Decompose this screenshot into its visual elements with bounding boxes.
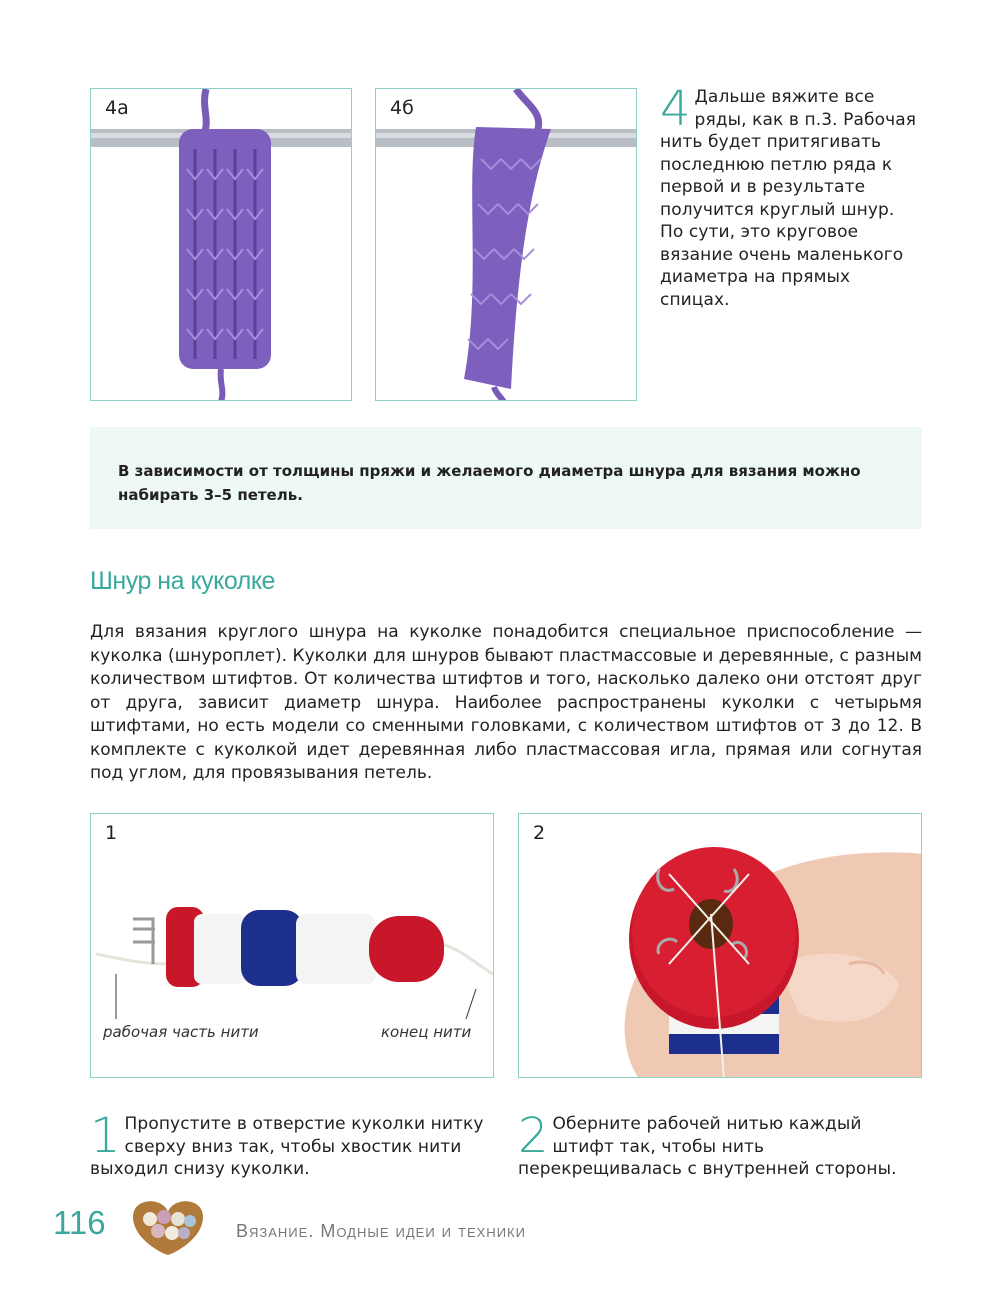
spool-in-hand-image [519, 814, 922, 1078]
yarn-basket-icon [128, 1197, 208, 1257]
figure-label: 4б [390, 97, 414, 119]
photo-4a [90, 88, 352, 401]
section-title: Шнур на куколке [90, 567, 275, 595]
photo-1 [90, 813, 494, 1078]
figure-label: 4а [105, 97, 129, 119]
book-title: Вязание. Модные идеи и техники [236, 1221, 526, 1241]
step-4 [660, 81, 922, 311]
step-number: 1 [90, 1108, 121, 1164]
figure-label: 2 [533, 822, 546, 844]
page-number: 116 [53, 1204, 106, 1241]
caption-thread-end: конец нити [381, 1023, 472, 1041]
photo-4b [375, 88, 637, 401]
note-text: В зависимости от толщины пряжи и желаемого диаметра шнура для вязания можно набирать 3–5 петель. [118, 462, 861, 504]
body-paragraph: Для вязания круглого шнура на куколке понадобится специальное приспособление — куколка (шнуроплет). Куколки для шнуров бывают пластмассовые и деревянные, с разным количеством штифтов. От количества штифтов и того, насколько далеко они отстоят друг от друга, зависит диаметр шнура. Наиболее распространены куколки с четырьмя штифтами, но есть модели со сменными головками, с количеством штифтов от 3 до 12. В комплекте с куколкой идет деревянная либо пластмассовая игла, прямая или согнутая под углом, для провязывания петель. [90, 622, 922, 783]
step-number: 4 [660, 81, 691, 137]
knitted-cord-image-4b [376, 89, 637, 401]
figure-label: 1 [105, 822, 118, 844]
step-number: 2 [518, 1108, 549, 1164]
knitted-cord-image-4a [91, 89, 352, 401]
caption-working-thread: рабочая часть нити [103, 1023, 259, 1041]
step-1 [90, 1108, 494, 1181]
step-2 [518, 1108, 922, 1181]
step-text: Пропустите в отверстие куколки нитку сверху вниз так, чтобы хвостик нити выходил снизу куколки. [90, 1114, 484, 1179]
note-box [90, 427, 922, 529]
step-text: Дальше вяжите все ряды, как в п.3. Рабочая нить будет притягивать последнюю петлю ряда к первой и в результате получится круглый шнур. По сути, это круговое вязание очень маленького диаметра на прямых спицах. [660, 87, 917, 310]
photo-2 [518, 813, 922, 1078]
step-text: Оберните рабочей нитью каждый штифт так, чтобы нить перекрещивалась с внутренней стороны. [518, 1114, 897, 1179]
